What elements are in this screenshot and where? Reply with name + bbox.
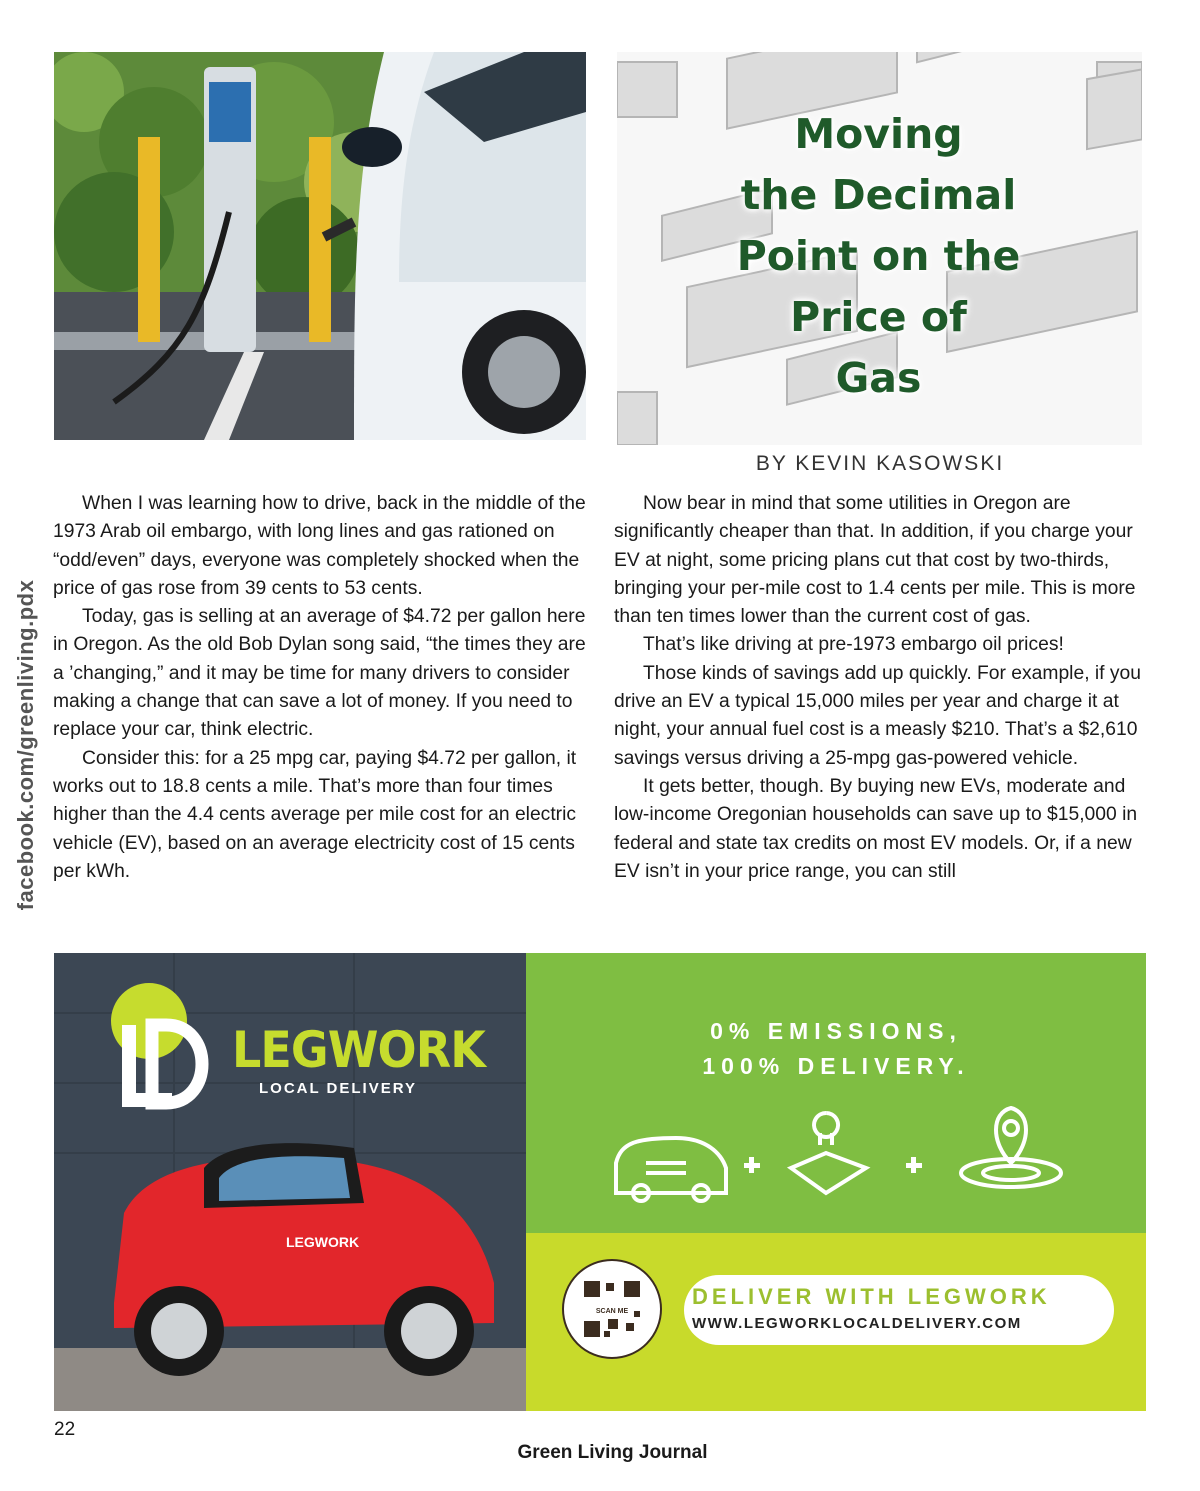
cta-pill[interactable] — [684, 1275, 1114, 1345]
qr-code[interactable] — [562, 1259, 662, 1359]
paragraph: When I was learning how to drive, back in the middle of the 1973 Arab oil embargo, with long lines and gas rationed on “odd/even” days, everyone was completely shocked when the price of gas rose from 39 cents to 53 cents. — [53, 493, 586, 599]
title-line: Moving — [794, 110, 963, 158]
cta-text: DELIVER WITH LEGWORK — [692, 1284, 1051, 1309]
title-line: the Decimal — [740, 171, 1017, 219]
title-line: Point on the — [736, 232, 1021, 280]
qr-label: SCAN ME — [595, 1308, 629, 1315]
ad-icons — [526, 1093, 1146, 1213]
electric-car-icon — [616, 1138, 726, 1193]
title-panel — [617, 52, 1142, 445]
article-column-left — [53, 490, 588, 886]
facebook-handle: facebook.com/greenliving.pdx — [13, 579, 38, 911]
tagline-line-2: 100% DELIVERY. — [702, 1053, 970, 1079]
paragraph: Today, gas is selling at an average of $4.72 per gallon here in Oregon. As the old Bob Dylan song said, “the times they are a ’changing,” and it may be time for many drivers to consider making a change that can save a lot of money. If you need to replace your car, think electric. — [53, 606, 586, 741]
legwork-ad[interactable] — [54, 953, 1146, 1411]
article-title — [617, 104, 1142, 409]
tagline-line-1: 0% EMISSIONS, — [710, 1018, 962, 1044]
paragraph: That’s like driving at pre-1973 embargo oil prices! — [643, 634, 1064, 656]
page-number: 22 — [54, 1419, 76, 1440]
title-line: Gas — [835, 354, 922, 402]
journal-name: Green Living Journal — [517, 1442, 708, 1463]
car-door-brand: LEGWORK — [286, 1234, 360, 1250]
sidebar-handle-block — [6, 560, 46, 930]
paragraph: Those kinds of savings add up quickly. For example, if you drive an EV a typical 15,000 miles per year and charge it at night, your annual fuel cost is a measly $210. That’s a $2,610 savings versus driving a 25-mpg gas-powered vehicle. — [614, 662, 1141, 769]
article-column-right — [614, 490, 1148, 886]
byline: BY KEVIN KASOWSKI — [755, 452, 1005, 475]
paragraph: Consider this: for a 25 mpg car, paying $4.72 per gallon, it works out to 18.8 cents a mile. That’s more than four times higher than the 4.4 cents average per mile cost for an electric vehicle (EV), based on an average electricity cost of 15 cents per kWh. — [53, 747, 577, 882]
ad-url-link[interactable]: WWW.LEGWORKLOCALDELIVERY.COM — [692, 1315, 1022, 1332]
ad-info-panel — [526, 953, 1146, 1411]
handshake-icon — [791, 1113, 866, 1193]
paragraph: Now bear in mind that some utilities in Oregon are significantly cheaper than that. In addition, if you charge your EV at night, some pricing plans cut that cost by two-thirds, bringing your per-mile cost to 1.4 cents per mile. This is more than ten times lower than the current cost of gas. — [614, 493, 1136, 628]
paragraph: It gets better, though. By buying new EVs, moderate and low-income Oregonian households can save up to $15,000 in federal and state tax credits on most EV models. Or, if a new EV isn’t in your price range, you can still — [614, 775, 1138, 882]
title-line: Price of — [790, 293, 967, 341]
ev-charging-photo — [54, 52, 586, 440]
legwork-logo-subtitle: LOCAL DELIVERY — [259, 1080, 418, 1097]
ad-photo-panel — [54, 953, 526, 1411]
legwork-logo-text: LEGWORK — [232, 1021, 485, 1079]
